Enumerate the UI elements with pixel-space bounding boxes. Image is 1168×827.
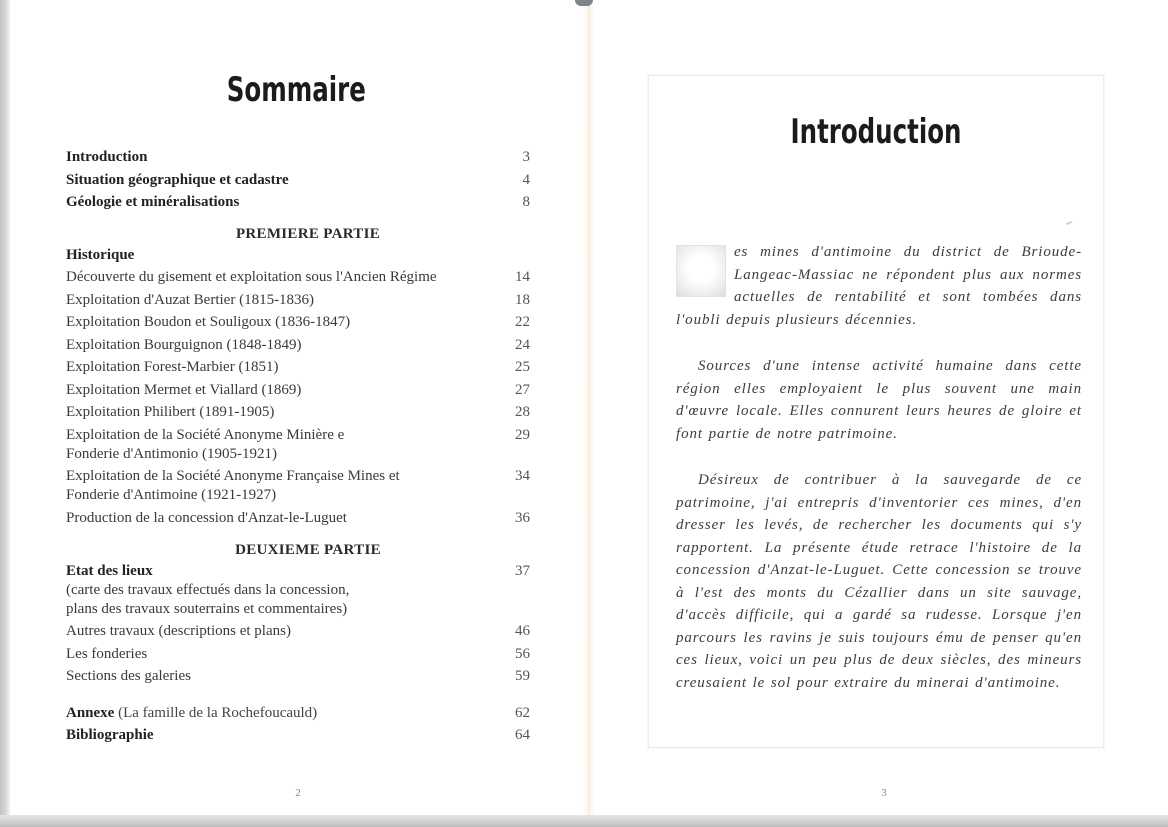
section-heading: Historique [66,247,135,263]
toc-entry-page: 46 [515,623,530,639]
toc-entry-label: Situation géographique et cadastre [66,171,289,188]
paragraph: Désireux de contribuer à la sauvegarde de ce patrimoine, j'ai entrepris d'inventorier ces mines, d'en dresser les levés, de rechercher les documents qui s'y rapportent. La présente étude retrace l'histoire de la concession d'Anzat-le-Luguet. Cette concession se trouve à l'est des monts du Cézallier dans un site sauvage, d'accès difficile, qui a gardé sa rudesse. Lorsque j'en parcours les ravins je suis toujours ému de penser qu'en ces lieux, voici un peu plus de deux siècles, des mineurs creusaient le sol pour extraire du minerai d'antimoine. [676,472,1082,691]
toc-entry-note [66,581,530,619]
toc-entry [66,193,530,212]
toc-entry-label: Exploitation d'Auzat Bertier (1815-1836) [66,291,315,308]
toc-entry-page: 27 [515,381,530,398]
toc-entry-page: 29 [515,426,530,443]
toc-entry-label: Exploitation de la Société Anonyme Française Mines et Fonderie d'Antimoine (1921-1927) [66,468,400,503]
toc-entry-page: 3 [522,149,530,165]
paragraph: Sources d'une intense activité humaine dans cette région elles employaient le plus souvent une main d'œuvre locale. Elles connurent leurs heures de gloire et font partie de notre patrimoine. [676,358,1082,442]
toc-entry [66,268,530,287]
toc-entry-page: 28 [515,404,530,420]
toc-entry [66,726,530,745]
table-of-contents [66,148,530,749]
toc-entry-page: 34 [515,468,530,484]
toc-entry-label: Production de la concession d'Anzat-le-Luguet [66,509,347,526]
toc-entry [66,426,530,464]
paragraph: es mines d'antimoine du district de Brioude-Langeac-Massiac ne répondent plus aux normes actuelles de rentabilité et sont tombées dans l'oubli depuis plusieurs décennies. [676,244,1082,328]
toc-entry-label: Géologie et minéralisations [66,194,240,210]
toc-entry [66,667,530,686]
toc-entry-page: 62 [515,704,530,721]
toc-entry-page: 18 [515,291,530,308]
toc-entry-page: 56 [515,645,530,662]
toc-entry-label: Exploitation Boudon et Souligoux (1836-1847) [66,314,351,330]
toc-entry-label: Les fonderies [66,645,148,662]
toc-entry [66,645,530,664]
toc-entry-page: 25 [515,359,530,375]
toc-entry-page: 8 [522,194,530,210]
toc-entry-label: Exploitation Mermet et Viallard (1869) [66,381,302,398]
page-title: Introduction [790,112,962,152]
toc-entry [66,622,530,641]
toc-entry-label: Autres travaux (descriptions et plans) [66,623,291,639]
right-page [596,0,1168,815]
toc-entry-label: Etat des lieux [66,562,153,579]
toc-entry [66,148,530,167]
toc-entry [66,509,530,528]
toc-entry [66,291,530,310]
toc-entry [66,467,530,505]
part-title: PREMIERE PARTIE [235,226,381,242]
toc-entry-page: 64 [515,727,530,743]
dropcap-box [676,245,726,297]
toc-entry-page: 24 [515,336,530,353]
book-gutter [582,0,596,822]
toc-entry-label: Introduction [66,149,148,165]
toc-entry [66,704,530,723]
toc-entry-note-text: (carte des travaux effectués dans la concession, plans des travaux souterrains et commentaires) [66,581,350,617]
book-left-edge [0,0,10,822]
toc-entry-label: Exploitation de la Société Anonyme Minière e Fonderie d'Antimonio (1905-1921) [66,426,345,462]
page-number: 2 [295,787,301,799]
toc-entry-label: Exploitation Forest-Marbier (1851) [66,359,279,375]
toc-entry-label: Exploitation Philibert (1891-1905) [66,404,275,420]
toc-entry-page: 4 [522,171,530,188]
page-number: 3 [881,787,887,799]
page-title: Sommaire [226,70,366,110]
toc-entry-label: Découverte du gisement et exploitation sous l'Ancien Régime [66,269,437,285]
toc-entry [66,381,530,400]
toc-entry [66,171,530,190]
toc-entry-label: Annexe (La famille de la Rochefoucauld) [66,704,318,721]
toc-entry-page: 22 [515,314,530,330]
toc-entry [66,313,530,332]
toc-entry-page: 36 [515,509,530,526]
left-page [10,0,582,815]
toc-entry-label: Bibliographie [66,727,154,743]
toc-entry-page: 14 [515,269,530,285]
toc-entry [66,403,530,422]
toc-entry [66,562,530,581]
toc-entry-label: Exploitation Bourguignon (1848-1849) [66,336,302,353]
toc-entry [66,336,530,355]
toc-entry-page: 59 [515,668,530,684]
toc-entry-page: 37 [515,562,530,579]
introduction-text [676,241,1082,718]
book-bottom-edge [0,815,1168,827]
toc-entry-label: Sections des galeries [66,668,191,684]
toc-entry [66,358,530,377]
part-title: DEUXIEME PARTIE [235,541,381,558]
